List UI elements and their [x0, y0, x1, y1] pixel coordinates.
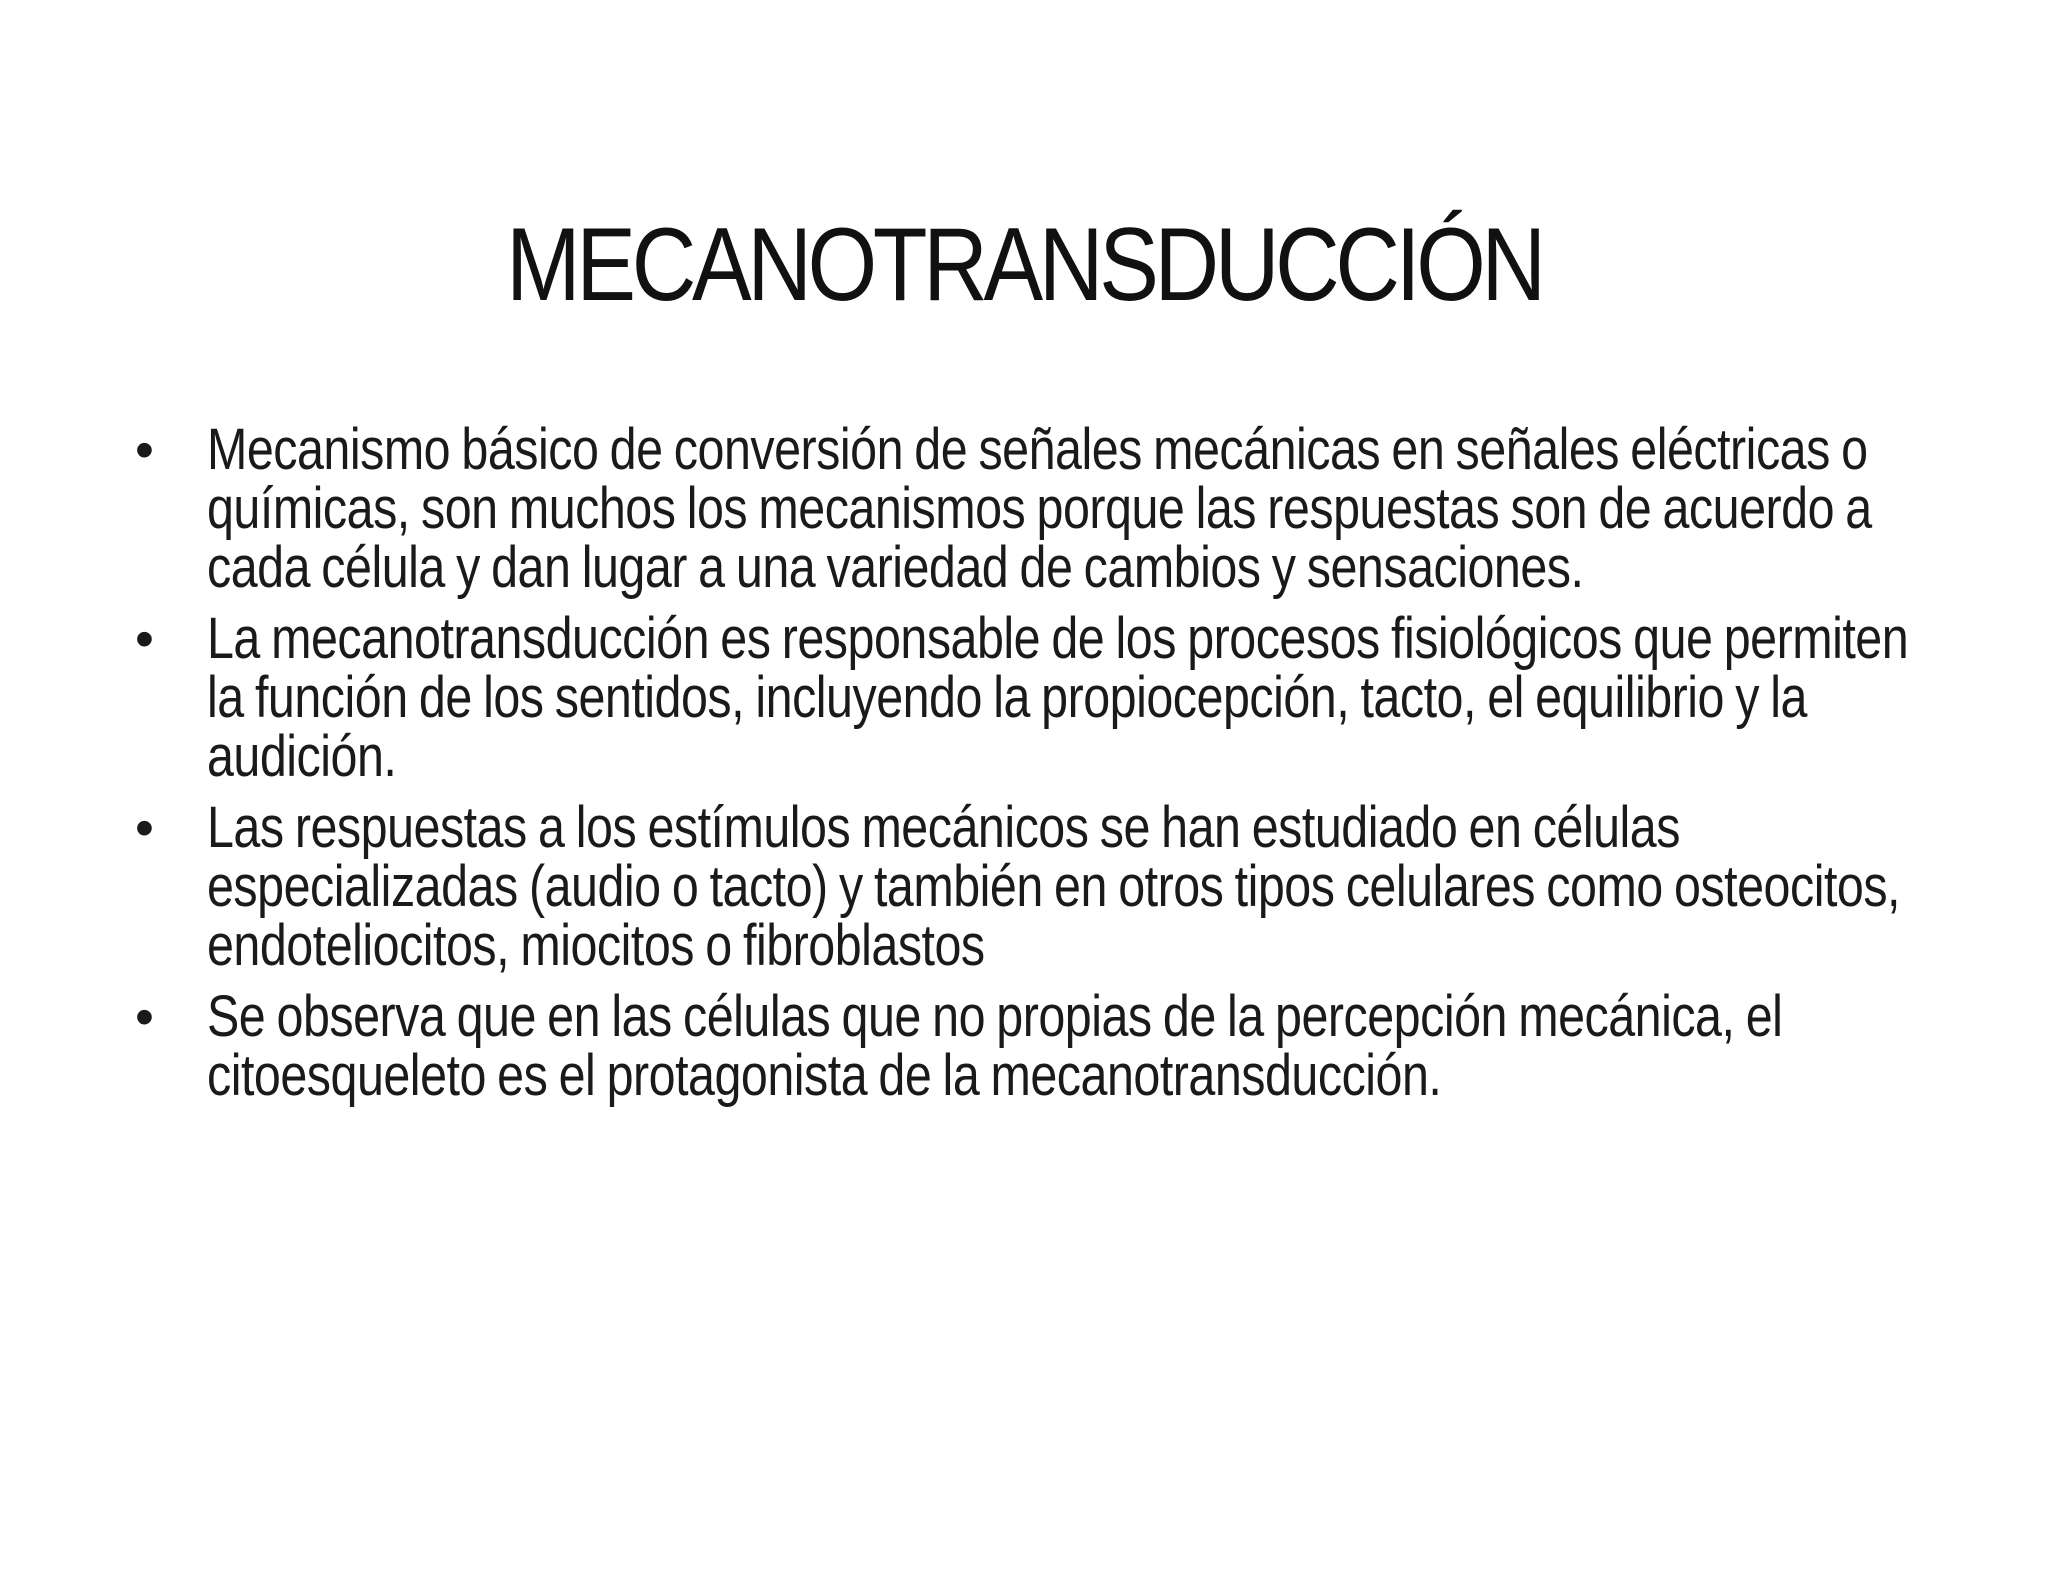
bullet-item	[135, 606, 1935, 789]
bullet-text: La mecanotransducción es responsable de los procesos fisiológicos que permiten la función de los sentidos, incluyendo la propiocepción, tacto, el equilibrio y la audición.	[207, 606, 1909, 789]
bullet-item	[135, 417, 1935, 600]
bullet-marker: •	[135, 420, 154, 480]
bullet-item	[135, 795, 1935, 978]
bullet-marker: •	[135, 609, 154, 669]
bullet-marker: •	[135, 798, 154, 858]
slide-title: MECANOTRANSDUCCIÓN	[506, 207, 1542, 323]
bullet-text: Mecanismo básico de conversión de señales mecánicas en señales eléctricas o químicas, son muchos los mecanismos porque las respuestas son de acuerdo a cada célula y dan lugar a una variedad de cambios y sensaciones.	[207, 417, 1872, 600]
bullet-text: Las respuestas a los estímulos mecánicos se han estudiado en células especializadas (audio o tacto) y también en otros tipos celulares como osteocitos, endoteliocitos, miocitos o fibroblastos	[207, 795, 1901, 978]
bullet-text: Se observa que en las células que no propias de la percepción mecánica, el citoesqueleto es el protagonista de la mecanotransducción.	[207, 984, 1783, 1108]
bullet-list	[135, 417, 1935, 1117]
bullet-item	[135, 984, 1935, 1108]
bullet-marker: •	[135, 987, 154, 1047]
